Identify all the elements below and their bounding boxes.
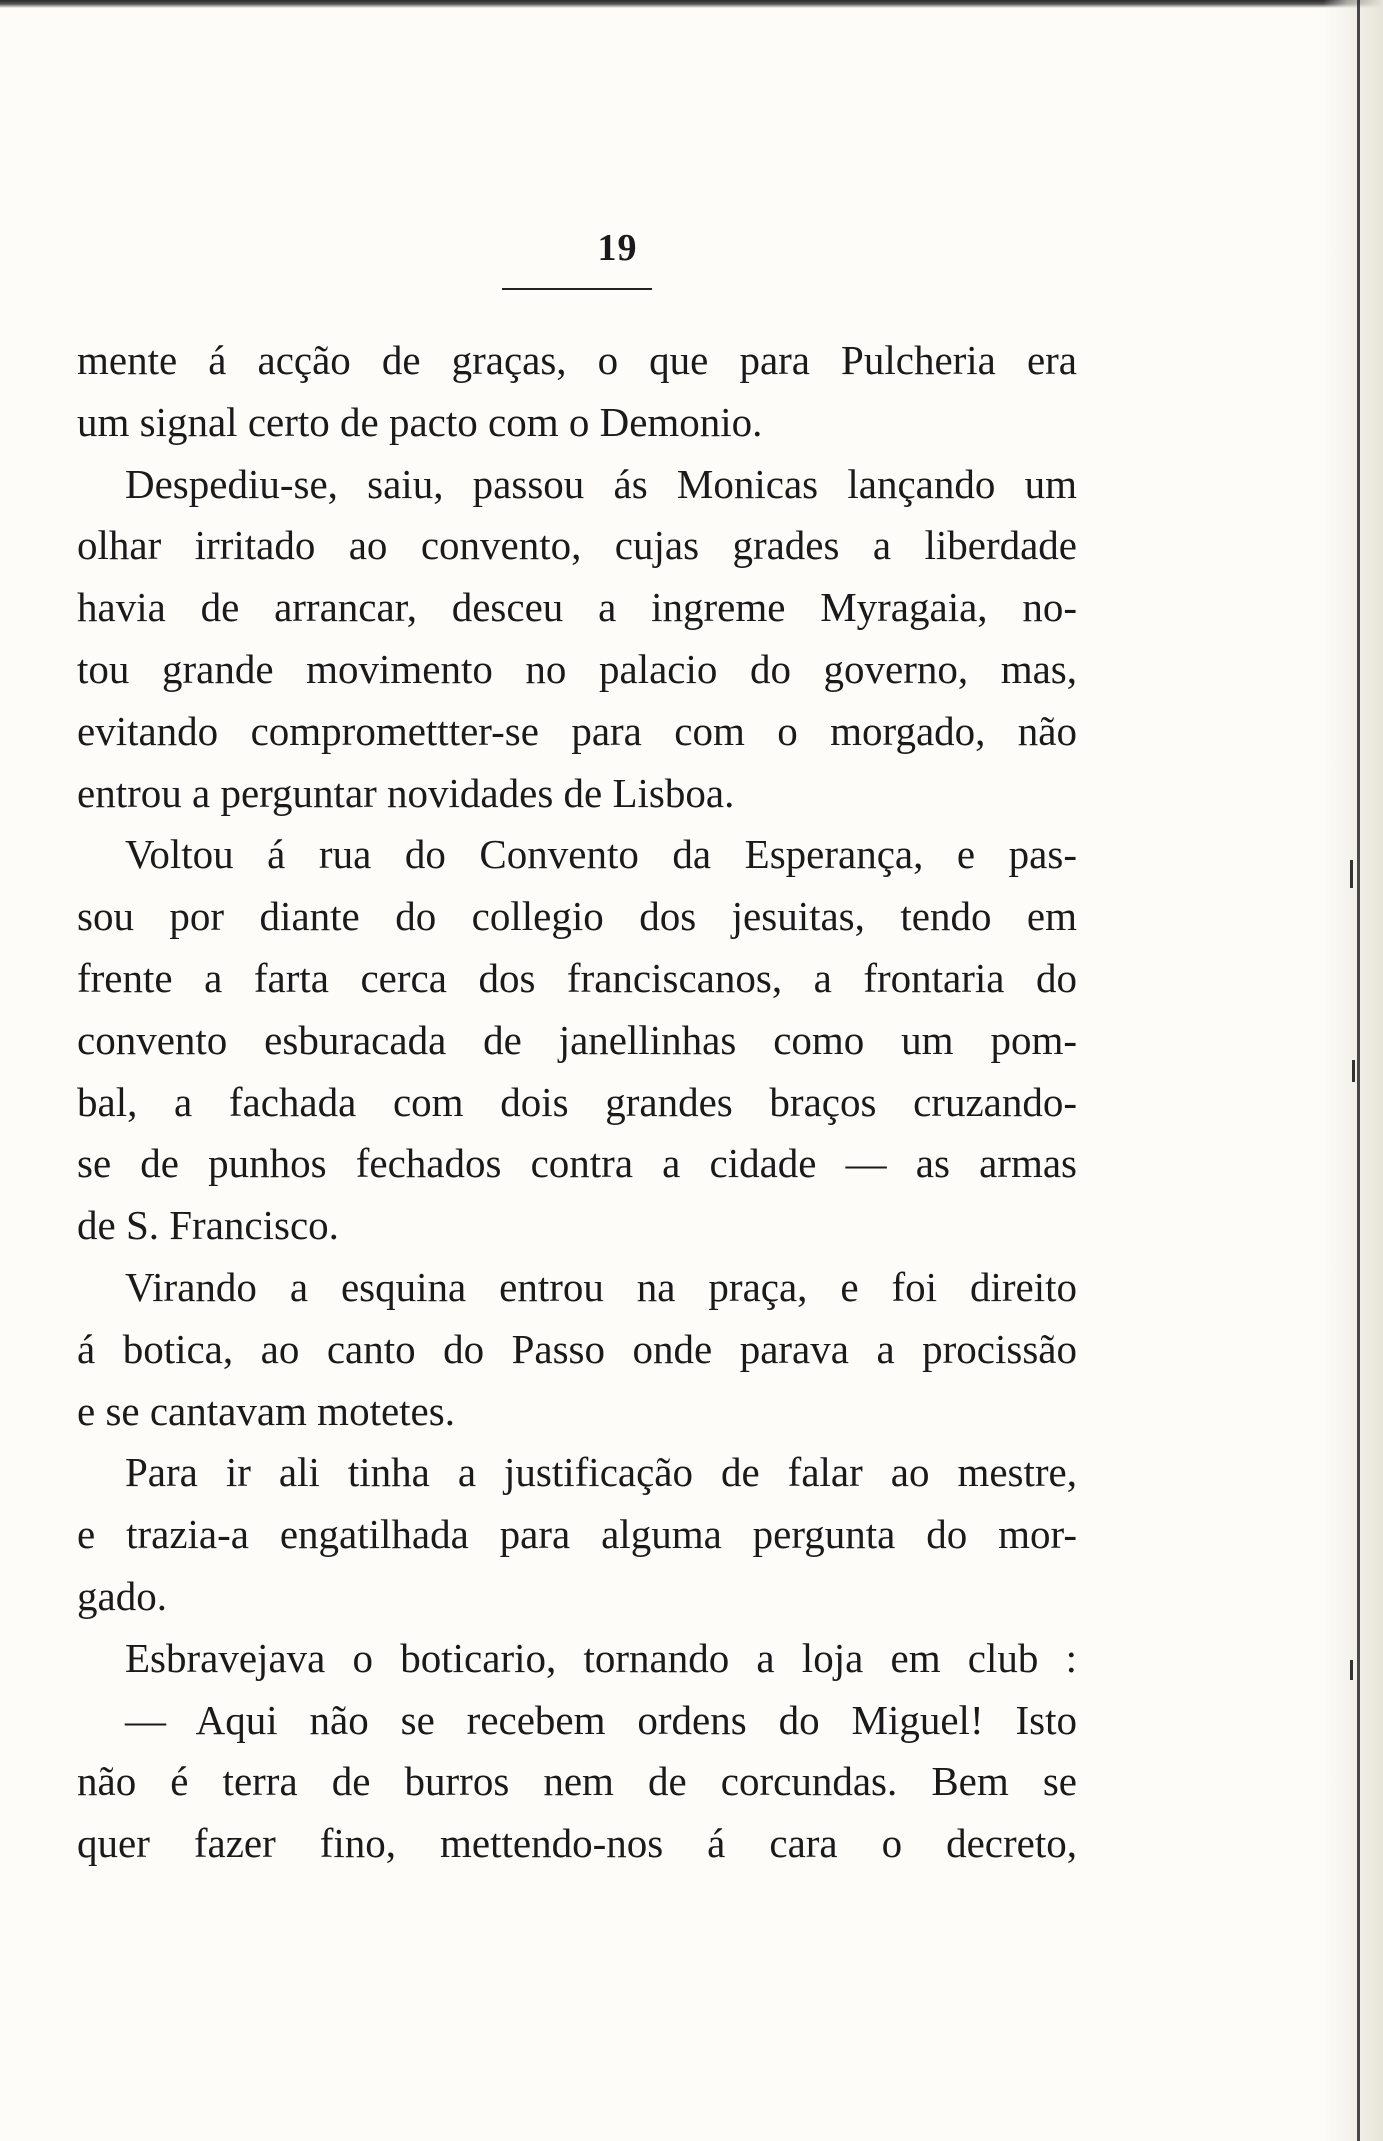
text-line: gado. — [77, 1572, 167, 1619]
text-line: e se cantavam motetes. — [77, 1387, 455, 1434]
text-line: evitando compromettter-se para com o morgado, não — [77, 707, 1077, 754]
edge-mark — [1352, 1060, 1355, 1082]
body-text — [77, 330, 1077, 1875]
text-line: quer fazer fino, mettendo-nos á cara o decreto, — [77, 1820, 1077, 1867]
page-number: 19 — [597, 227, 638, 269]
text-line: Esbravejava o boticario, tornando a loja em club : — [125, 1634, 1077, 1681]
text-line: sou por diante do collegio dos jesuitas, tendo em — [77, 893, 1077, 940]
text-line: Despediu-se, saiu, passou ás Monicas lançando um — [125, 460, 1077, 507]
text-line: e trazia-a engatilhada para alguma pergunta do mor- — [77, 1511, 1077, 1558]
edge-mark — [1350, 860, 1353, 888]
text-line: Virando a esquina entrou na praça, e foi direito — [125, 1263, 1077, 1310]
text-line: — Aqui não se recebem ordens do Miguel! Isto — [125, 1696, 1077, 1743]
text-line: não é terra de burros nem de corcundas. Bem se — [77, 1758, 1077, 1805]
page-top-edge — [0, 0, 1383, 8]
edge-mark — [1350, 1660, 1353, 1680]
text-line: á botica, ao canto do Passo onde parava a procissão — [77, 1325, 1077, 1372]
text-line: frente a farta cerca dos franciscanos, a frontaria do — [77, 954, 1077, 1001]
text-line: um signal certo de pacto com o Demonio. — [77, 398, 763, 445]
text-line: mente á acção de graças, o que para Pulcheria era — [77, 337, 1077, 383]
text-line: olhar irritado ao convento, cujas grades a liberdade — [77, 522, 1077, 569]
text-line: entrou a perguntar novidades de Lisboa. — [77, 769, 735, 816]
text-line: bal, a fachada com dois grandes braços cruzando- — [77, 1078, 1077, 1125]
text-line: havia de arrancar, desceu a ingreme Myragaia, no- — [77, 584, 1077, 631]
binding-edge-line — [1357, 0, 1365, 2141]
text-line: convento esburacada de janellinhas como um pom- — [77, 1016, 1077, 1063]
text-line: Para ir ali tinha a justificação de falar ao mestre, — [125, 1449, 1077, 1496]
text-line: tou grande movimento no palacio do governo, mas, — [77, 645, 1077, 692]
text-line: de S. Francisco. — [77, 1202, 339, 1249]
text-line: Voltou á rua do Convento da Esperança, e pas- — [125, 831, 1077, 878]
text-line: se de punhos fechados contra a cidade — as armas — [77, 1140, 1077, 1187]
header-rule — [502, 288, 652, 290]
